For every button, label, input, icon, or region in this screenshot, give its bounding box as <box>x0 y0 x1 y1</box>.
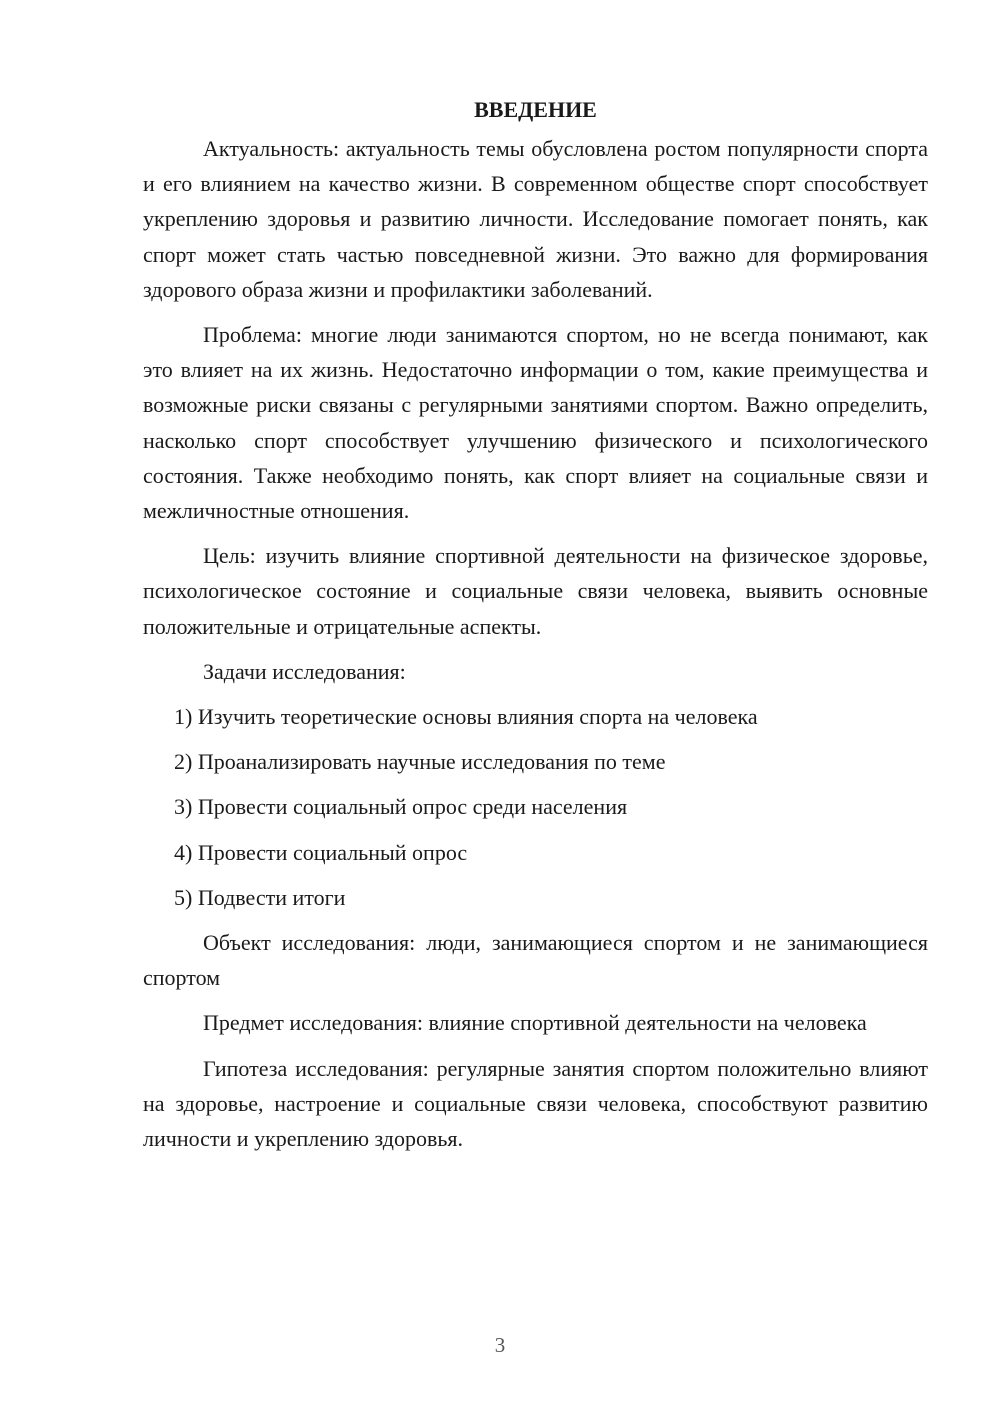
list-item: 4) Провести социальный опрос <box>174 839 468 865</box>
list-item: 1) Изучить теоретические основы влияния спорта на человека <box>174 704 758 730</box>
relevance-paragraph: Актуальность: актуальность темы обусловлена ростом популярности спорта и его влиянием на качество жизни. В современном обществе спорт способствует укреплению здоровья и развитию личности. Исследование помогает понять, как спорт может стать частью повседневной жизни. Это важно для формирования здорового образа жизни и профилактики заболеваний. <box>143 136 928 302</box>
problem-paragraph: Проблема: многие люди занимаются спортом, но не всегда понимают, как это влияет на их жизнь. Недостаточно информации о том, какие преимущества и возможные риски связаны с регулярными занятиями спортом. Важно определить, насколько спорт способствует улучшению физического и психологического состояния. Также необходимо понять, как спорт влияет на социальные связи и межличностные отношения. <box>143 322 928 524</box>
goal-paragraph: Цель: изучить влияние спортивной деятельности на физическое здоровье, психологическое состояние и социальные связи человека, выявить основные положительные и отрицательные аспекты. <box>143 543 928 639</box>
tasks-list <box>143 699 928 915</box>
hypothesis-paragraph: Гипотеза исследования: регулярные занятия спортом положительно влияют на здоровье, настроение и социальные связи человека, способствуют развитию личности и укреплению здоровья. <box>143 1055 928 1152</box>
page-title: ВВЕДЕНИЕ <box>474 97 597 122</box>
list-item: 3) Провести социальный опрос среди населения <box>174 794 628 820</box>
subject-paragraph: Предмет исследования: влияние спортивной деятельности на человека <box>203 1010 867 1036</box>
object-paragraph: Объект исследования: люди, занимающиеся спортом и не занимающиеся спортом <box>143 930 928 991</box>
list-item: 5) Подвести итоги <box>174 884 346 910</box>
document-body <box>143 92 928 1166</box>
page-number: 3 <box>494 1333 506 1357</box>
list-item: 2) Проанализировать научные исследования по теме <box>174 749 666 775</box>
tasks-heading: Задачи исследования: <box>203 658 406 684</box>
